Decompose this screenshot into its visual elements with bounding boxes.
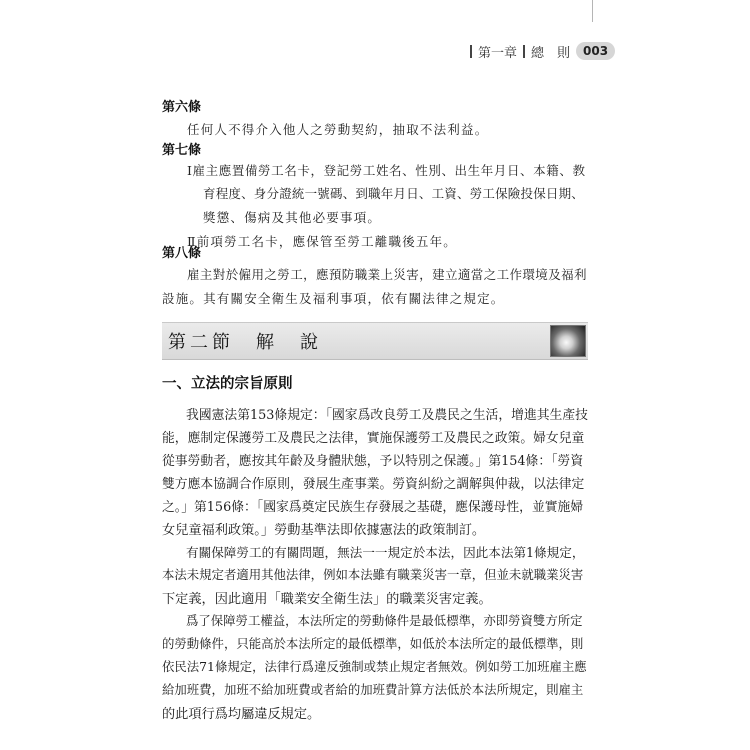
running-head-divider — [470, 45, 472, 58]
article-8-line-2: 設施。其有關安全衛生及福利事項，依有關法律之規定。 — [162, 291, 505, 306]
body-line-13: 給加班費，加班不給加班費或者給的加班費計算方法低於本法所規定，則雇主 — [162, 682, 584, 697]
section-heading-band — [162, 322, 588, 360]
body-line-11: 的勞動條件，只能高於本法所定的最低標準，如低於本法所定的最低標準，則 — [162, 636, 584, 651]
body-line-3: 從事勞動者，應按其年齡及身體狀態，予以特別之保護。」第154條：「勞資 — [162, 454, 584, 469]
running-head-divider — [523, 45, 525, 58]
body-line-7: 有關保障勞工的有關問題，無法一一規定於本法，因此本法第1條規定， — [186, 545, 585, 560]
article-7-line-2: 育程度、身分證統一號碼、到職年月日、工資、勞工保險投保日期、 — [203, 186, 585, 201]
article-7-line-4: Ⅱ前項勞工名卡，應保管至勞工離職後五年。 — [187, 234, 457, 249]
chapter-title: 總 則 — [531, 45, 571, 61]
body-line-12: 依民法71條規定，法律行爲違反強制或禁止規定者無效。例如勞工加班雇主應 — [162, 659, 587, 674]
page-number-badge: 003 — [576, 42, 615, 60]
body-line-9: 下定義，因此適用「職業安全衛生法」的職業災害定義。 — [162, 592, 492, 607]
article-6-line-1: 任何人不得介入他人之勞動契約，抽取不法利益。 — [187, 122, 489, 137]
running-head — [470, 40, 615, 62]
body-line-4: 雙方應本協調合作原則，發展生產事業。勞資糾紛之調解與仲裁，以法律定 — [162, 477, 585, 492]
body-line-2: 能，應制定保護勞工及農民之法律，實施保護勞工及農民之政策。婦女兒童 — [162, 431, 585, 446]
page-edge-line — [592, 0, 593, 22]
body-line-14: 的此項行爲均屬違反規定。 — [162, 707, 321, 722]
body-line-8: 本法未規定者適用其他法律，例如本法雖有職業災害一章，但並未就職業災害 — [162, 567, 584, 582]
article-6-title: 第六條 — [162, 100, 202, 115]
article-7-line-1: Ⅰ雇主應置備勞工名卡，登記勞工姓名、性別、出生年月日、本籍、教 — [187, 163, 586, 178]
body-line-5: 之。」第156條：「國家爲奠定民族生存發展之基礎，應保護母性，並實施婦 — [162, 500, 584, 515]
chapter-label: 第一章 — [478, 45, 518, 61]
article-8-title: 第八條 — [162, 246, 202, 261]
body-line-6: 女兒童福利政策。」勞動基準法即依據憲法的政策制訂。 — [162, 523, 486, 538]
article-8-line-1: 雇主對於僱用之勞工，應預防職業上災害，建立適當之工作環境及福利 — [187, 267, 587, 282]
article-7-line-3: 獎懲、傷病及其他必要事項。 — [203, 210, 382, 225]
body-line-1: 我國憲法第153條規定：「國家爲改良勞工及農民之生活，增進其生產技 — [186, 408, 588, 423]
body-line-10: 爲了保障勞工權益，本法所定的勞動條件是最低標準，亦即勞資雙方所定 — [186, 613, 583, 628]
section-title: 第二節 解 說 — [168, 332, 322, 353]
section-thumbnail-image — [550, 325, 586, 357]
subsection-title: 一、立法的宗旨原則 — [162, 376, 293, 392]
article-7-title: 第七條 — [162, 143, 202, 158]
